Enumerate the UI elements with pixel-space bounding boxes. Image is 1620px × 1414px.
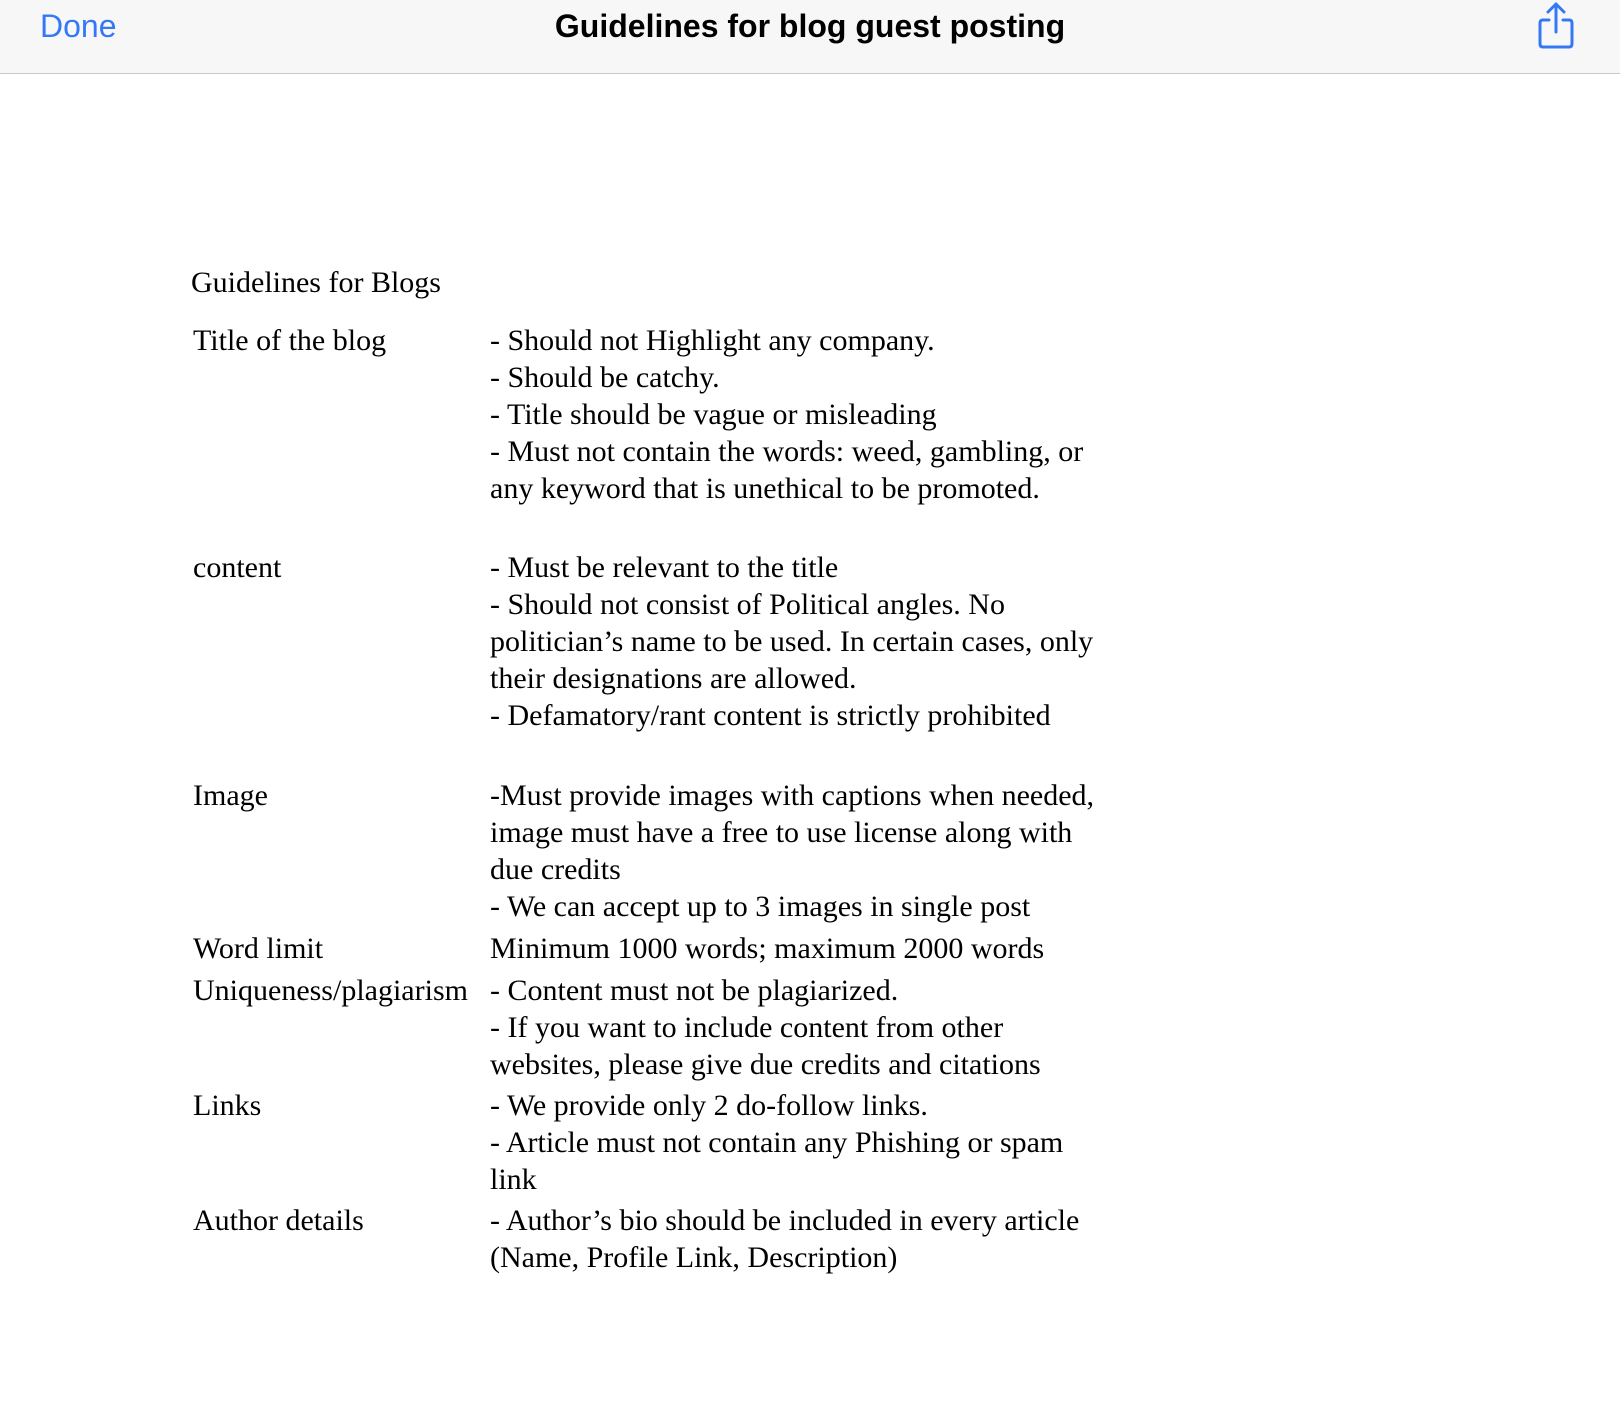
guideline-text — [490, 930, 1150, 967]
guideline-line: - Should not consist of Political angles. No — [490, 588, 1005, 621]
guideline-line: - Content must not be plagiarized. — [490, 974, 899, 1007]
guideline-line: -Must provide images with captions when needed, — [490, 779, 1095, 812]
guideline-text — [490, 972, 1150, 1083]
guideline-line: image must have a free to use license along with — [490, 816, 1073, 849]
guideline-line: - We can accept up to 3 images in single post — [490, 890, 1031, 923]
guideline-line: - Should be catchy. — [490, 361, 720, 394]
guideline-text — [490, 1087, 1150, 1198]
guideline-line: their designations are allowed. — [490, 662, 857, 695]
page-title: Guidelines for blog guest posting — [554, 8, 1066, 44]
guideline-line: - If you want to include content from other — [490, 1011, 1004, 1044]
guideline-line: link — [490, 1163, 537, 1196]
share-icon — [1534, 0, 1578, 52]
guideline-label: Image — [193, 779, 268, 812]
guideline-line: websites, please give due credits and citations — [490, 1048, 1041, 1081]
guideline-line: - Article must not contain any Phishing or spam — [490, 1126, 1064, 1159]
guideline-text — [490, 322, 1150, 507]
guideline-line: any keyword that is unethical to be promoted. — [490, 472, 1040, 505]
guideline-line: - We provide only 2 do-follow links. — [490, 1089, 928, 1122]
guideline-line: - Should not Highlight any company. — [490, 324, 935, 357]
share-button[interactable] — [1534, 0, 1578, 52]
guideline-line: - Author’s bio should be included in every article — [490, 1204, 1080, 1237]
done-button[interactable]: Done — [40, 8, 117, 44]
guideline-label: content — [193, 551, 282, 584]
guideline-line: - Must be relevant to the title — [490, 551, 839, 584]
guideline-line: Minimum 1000 words; maximum 2000 words — [490, 932, 1045, 965]
guideline-line: - Must not contain the words: weed, gambling, or — [490, 435, 1084, 468]
guideline-line: (Name, Profile Link, Description) — [490, 1241, 898, 1274]
guideline-text — [490, 549, 1150, 734]
guideline-line: - Defamatory/rant content is strictly prohibited — [490, 699, 1051, 732]
guideline-label: Links — [193, 1089, 262, 1122]
document-viewer — [0, 74, 1620, 1414]
guideline-line: politician’s name to be used. In certain cases, only — [490, 625, 1094, 658]
guideline-label: Author details — [193, 1204, 364, 1237]
guideline-line: due credits — [490, 853, 621, 886]
guideline-line: - Title should be vague or misleading — [490, 398, 937, 431]
guideline-label: Title of the blog — [193, 324, 387, 357]
document-heading: Guidelines for Blogs — [191, 266, 441, 299]
navigation-bar — [0, 0, 1620, 74]
guideline-text — [490, 777, 1150, 925]
guideline-text — [490, 1202, 1150, 1276]
guideline-label: Uniqueness/plagiarism — [193, 974, 468, 1007]
guideline-label: Word limit — [193, 932, 324, 965]
